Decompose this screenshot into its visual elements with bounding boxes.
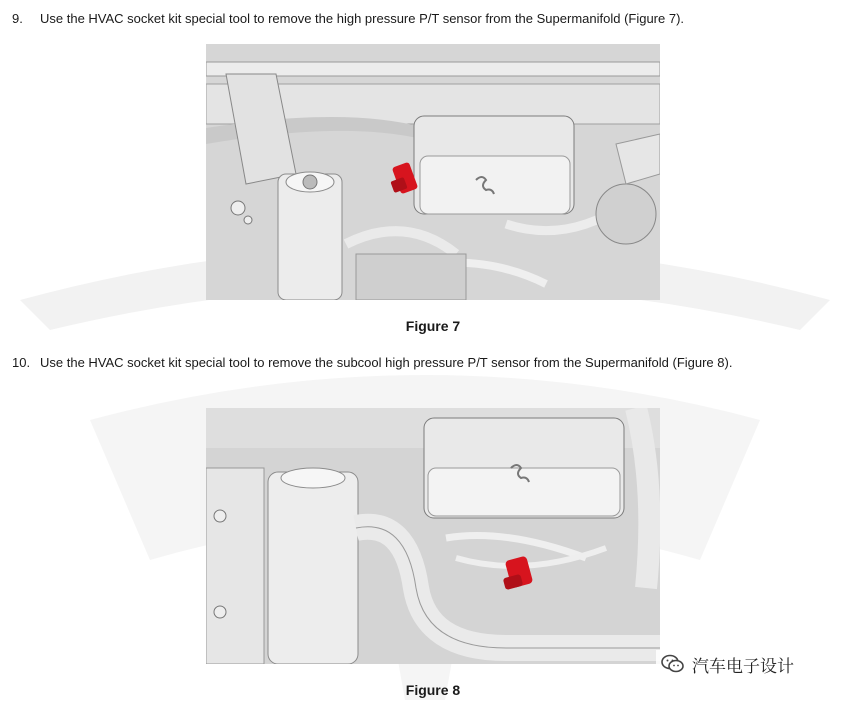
figure-7-caption: Figure 7 (405, 318, 461, 334)
step-text: Use the HVAC socket kit special tool to remove the high pressure P/T sensor from the Supermanifold (Figure 7). (40, 11, 685, 26)
step-number: 10. (12, 355, 31, 370)
brand-name: 汽车电子设计 (692, 656, 794, 677)
step-text: Use the HVAC socket kit special tool to remove the subcool high pressure P/T sensor from the Supermanifold (Figure 8). (40, 355, 733, 370)
figure-8-caption: Figure 8 (405, 682, 461, 698)
figure-8-photo (206, 408, 660, 664)
figure-7-photo (206, 44, 660, 300)
brand-watermark (656, 650, 798, 678)
wechat-icon (660, 651, 686, 677)
step-number: 9. (12, 11, 23, 26)
